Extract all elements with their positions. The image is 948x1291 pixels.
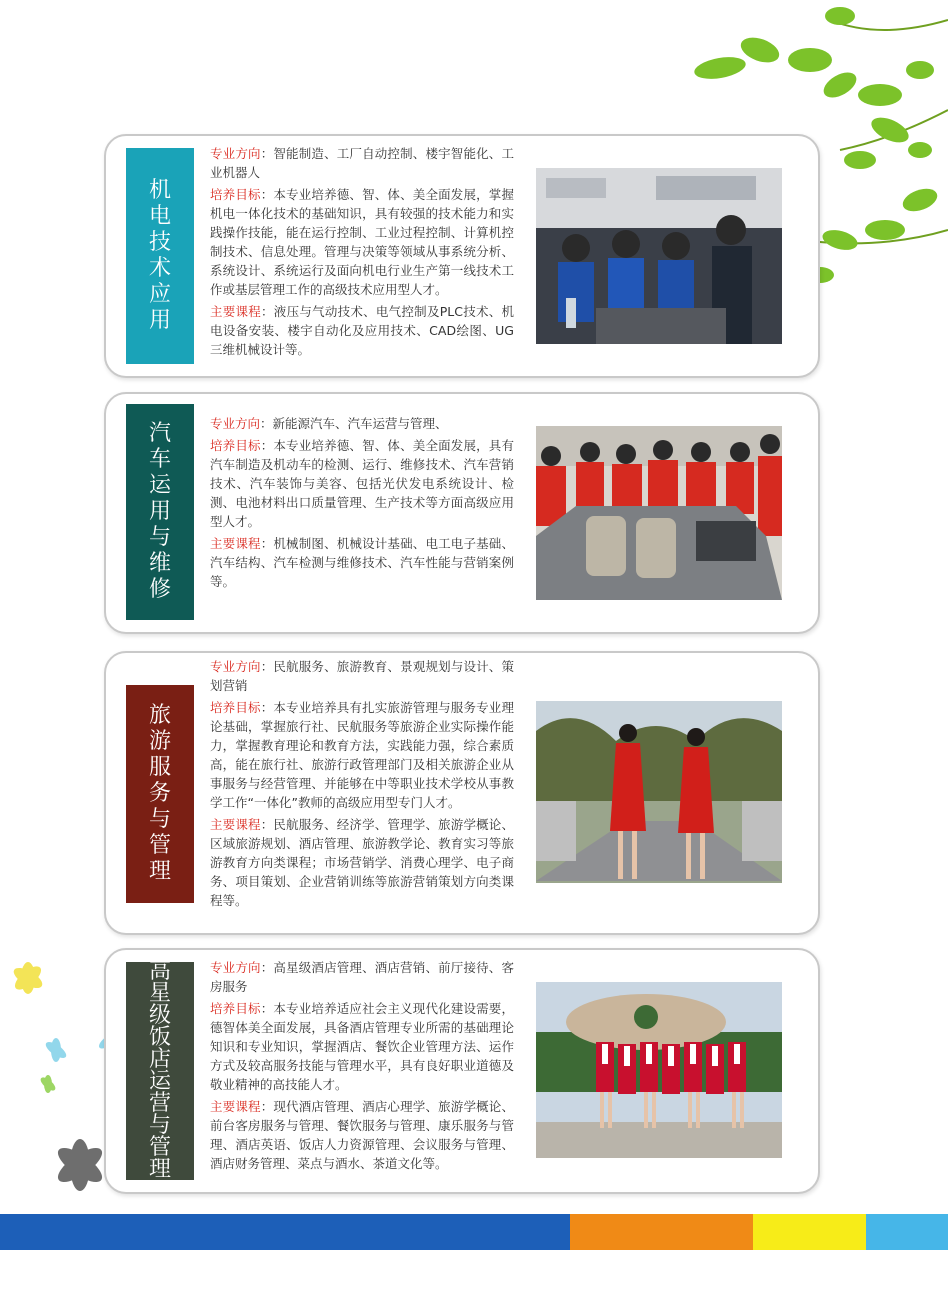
goal-label: 培养目标 (210, 1001, 261, 1016)
direction-paragraph (210, 958, 514, 996)
courses-label: 主要课程 (210, 536, 261, 551)
courses-paragraph (210, 1097, 514, 1173)
footer-bar-blue (0, 1214, 570, 1250)
goal-paragraph (210, 185, 514, 299)
section-title-tab (126, 959, 194, 1182)
courses-label: 主要课程 (210, 817, 261, 832)
section-text (210, 414, 514, 594)
direction-label: 专业方向 (210, 146, 261, 161)
courses-text: ：民航服务、经济学、管理学、旅游学概论、区域旅游规划、酒店管理、旅游教学论、教育实习等旅游教育方向类课程；市场营销学、消费心理学、电子商务、项目策划、企业营销训练等旅游营销策划方向类课程等。 (210, 817, 514, 908)
students-at-lab-bench-photo (536, 168, 782, 344)
direction-text: ：高星级酒店管理、酒店营销、前厅接待、客房服务 (210, 960, 514, 994)
goal-paragraph (210, 999, 514, 1094)
direction-text: ：智能制造、工厂自动控制、楼宇智能化、工业机器人 (210, 146, 514, 180)
courses-text: ：现代酒店管理、酒店心理学、旅游学概论、前台客房服务与管理、餐饮服务与管理、康乐服务与管理、酒店英语、饭店人力资源管理、会议服务与管理、酒店财务管理、菜点与酒水、茶道文化等。 (210, 1099, 514, 1171)
section-title: 汽车运用与维修 (148, 421, 171, 602)
direction-label: 专业方向 (210, 659, 261, 674)
courses-text: ：液压与气动技术、电气控制及PLC技术、机电设备安装、楼宇自动化及应用技术、CAD绘图、UG三维机械设计等。 (210, 304, 514, 357)
students-around-car-photo (536, 426, 782, 600)
goal-label: 培养目标 (210, 187, 261, 202)
section-text (210, 958, 514, 1176)
guides-in-red-dresses-photo (536, 701, 782, 883)
direction-label: 专业方向 (210, 416, 261, 431)
section-card-automotive (104, 392, 820, 634)
goal-text: ：本专业培养适应社会主义现代化建设需要，德智体美全面发展，具备酒店管理专业所需的基础理论知识和专业知识，掌握酒店、餐饮企业管理方法、运作方式及较高服务技能与管理水平，具有良好职业道德及敬业精神的高技能人才。 (210, 1001, 514, 1092)
direction-text: ：民航服务、旅游教育、景观规划与设计、策划营销 (210, 659, 514, 693)
courses-paragraph (210, 815, 514, 910)
courses-paragraph (210, 302, 514, 359)
goal-text: ：本专业培养德、智、体、美全面发展，具有汽车制造及机动车的检测、运行、维修技术、汽车营销技术、汽车装饰与美容、包括光伏发电系统设计、检测、电池材料出口质量管理、生产技术等方面高级应用型人才。 (210, 438, 514, 529)
direction-paragraph (210, 144, 514, 182)
section-text (210, 144, 514, 362)
direction-label: 专业方向 (210, 960, 261, 975)
section-card-tourism (104, 651, 820, 935)
direction-paragraph (210, 414, 514, 433)
courses-text: ：机械制图、机械设计基础、电工电子基础、汽车结构、汽车检测与维修技术、汽车性能与营销案例等。 (210, 536, 514, 589)
section-title: 高星级饭店运营与管理 (148, 959, 171, 1182)
direction-paragraph (210, 657, 514, 695)
footer-bar-lightblue (866, 1214, 948, 1250)
section-title: 机电技术应用 (148, 178, 171, 333)
section-text (210, 657, 514, 913)
goal-text: ：本专业培养具有扎实旅游管理与服务专业理论基础，掌握旅行社、民航服务等旅游企业实际操作能力，掌握教育理论和教育方法，实践能力强，综合素质高，能在旅行社、旅游行政管理部门及相关旅游企业从事服务与经营管理、并能够在中等职业技术学校从事教学工作“一体化”教师的高级应用型专门人才。 (210, 700, 514, 810)
direction-text: ：新能源汽车、汽车运营与管理、 (260, 416, 448, 431)
goal-label: 培养目标 (210, 438, 261, 453)
footer-bar-yellow (753, 1214, 866, 1250)
section-card-hotel (104, 948, 820, 1194)
courses-label: 主要课程 (210, 1099, 261, 1114)
goal-paragraph (210, 436, 514, 531)
goal-paragraph (210, 698, 514, 812)
section-title: 旅游服务与管理 (148, 703, 171, 884)
hotel-staff-in-uniform-photo (536, 982, 782, 1158)
footer-bar-orange (570, 1214, 753, 1250)
courses-paragraph (210, 534, 514, 591)
section-title-tab (126, 148, 194, 364)
section-card-mechatronics (104, 134, 820, 378)
section-title-tab (126, 685, 194, 903)
courses-label: 主要课程 (210, 304, 262, 319)
goal-label: 培养目标 (210, 700, 261, 715)
section-title-tab (126, 404, 194, 620)
goal-text: ：本专业培养德、智、体、美全面发展，掌握机电一体化技术的基础知识，具有较强的技术能力和实践操作技能，能在运行控制、工业过程控制、计算机控制技术、信息处理。管理与决策等领域从事系统分析、系统设计、系统运行及面向机电行业生产第一线技术工作或基层管理工作的高级技术应用型人才。 (210, 187, 514, 297)
